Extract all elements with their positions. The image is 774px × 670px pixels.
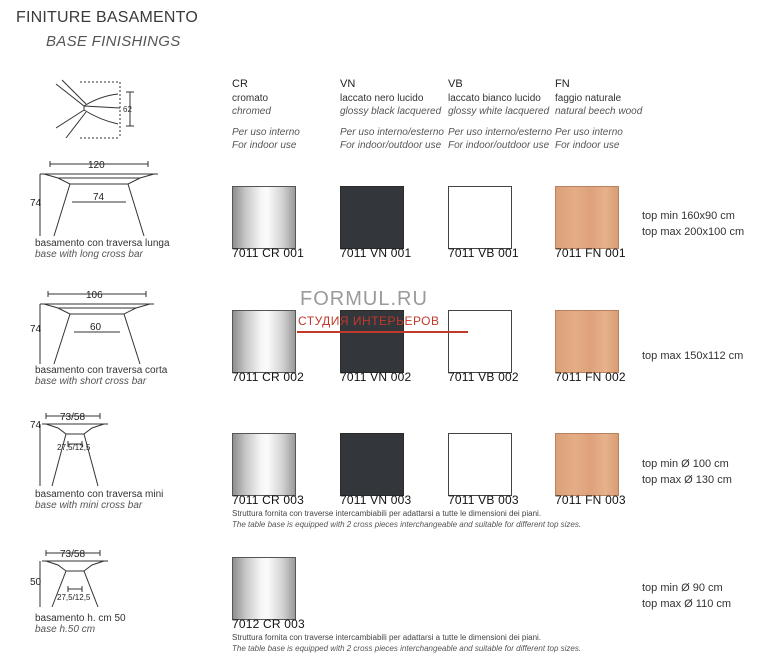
product-code: 7011 CR 001 — [232, 246, 305, 260]
caption-it: basamento con traversa mini — [35, 489, 164, 500]
dim-inner: 74 — [93, 192, 105, 203]
caption-it: basamento h. cm 50 — [35, 613, 126, 624]
interchangeable-note — [232, 509, 581, 529]
product-code: 7011 VN 001 — [340, 246, 412, 260]
caption-en: base with mini cross bar — [35, 500, 143, 511]
watermark-underline — [297, 331, 468, 333]
caption-en: base h.50 cm — [35, 624, 96, 635]
swatch-natural-beech — [555, 310, 619, 373]
plan-dim-label: 62 — [123, 105, 132, 114]
dim-width: 73/58 — [60, 549, 86, 560]
product-code: 7011 CR 003 — [232, 493, 305, 507]
row-caption-mini — [35, 489, 163, 511]
finish-code: VN — [340, 78, 356, 90]
finish-use-it: Per uso interno — [555, 127, 623, 138]
product-code: 7012 CR 003 — [232, 617, 305, 631]
product-code: 7011 FN 002 — [555, 370, 626, 384]
dim-height: 50 — [30, 577, 42, 588]
finish-code: FN — [555, 78, 570, 90]
finish-code: VB — [448, 78, 463, 90]
base-plan-view-drawing — [48, 78, 138, 142]
note-it: Struttura fornita con traverse intercambiabili per adattarsi a tutte le dimensioni dei piani. — [232, 633, 542, 642]
swatch-glossy-white — [448, 310, 512, 373]
product-code: 7011 VN 002 — [340, 370, 412, 384]
note-it: Struttura fornita con traverse intercambiabili per adattarsi a tutte le dimensioni dei piani. — [232, 509, 542, 518]
top-size-info — [642, 580, 731, 612]
finish-use-it: Per uso interno/esterno — [340, 127, 444, 138]
top-size-min: top min Ø 100 cm — [642, 458, 729, 470]
swatch-chrome — [232, 433, 296, 496]
product-code: 7011 FN 003 — [555, 493, 626, 507]
note-en: The table base is equipped with 2 cross pieces interchangeable and suitable for different top sizes. — [232, 644, 582, 653]
row-caption-short — [35, 365, 167, 387]
finish-header-vb — [448, 78, 552, 151]
finish-name-it: laccato bianco lucido — [448, 93, 541, 104]
top-size-max: top max Ø 130 cm — [642, 474, 732, 486]
dim-width: 106 — [86, 290, 103, 301]
caption-it: basamento con traversa lunga — [35, 238, 170, 249]
top-size-max: top max Ø 110 cm — [642, 598, 732, 610]
page-title: FINITURE BASAMENTO — [16, 9, 198, 26]
product-code: 7011 VB 001 — [448, 246, 519, 260]
finish-use-en: For indoor/outdoor use — [448, 140, 550, 151]
finish-name-en: glossy black lacquered — [340, 106, 442, 117]
swatch-chrome — [232, 310, 296, 373]
dim-height: 74 — [30, 198, 42, 209]
dim-inner: 60 — [90, 322, 102, 333]
finish-name-it: cromato — [232, 93, 269, 104]
caption-it: basamento con traversa corta — [35, 365, 168, 376]
product-code: 7011 VN 003 — [340, 493, 412, 507]
page-subtitle: BASE FINISHINGS — [46, 33, 181, 50]
finish-header-vn — [340, 78, 444, 151]
finish-name-en: glossy white lacquered — [448, 106, 550, 117]
swatch-chrome — [232, 557, 296, 620]
caption-en: base with short cross bar — [35, 376, 147, 387]
watermark-title: FORMUL.RU — [300, 288, 428, 310]
swatch-glossy-white — [448, 433, 512, 496]
finish-name-en: chromed — [232, 106, 271, 117]
base-drawing-long — [30, 154, 170, 240]
finish-use-en: For indoor use — [232, 140, 297, 151]
dim-width: 73/58 — [60, 412, 86, 423]
top-size-min: top min 160x90 cm — [642, 210, 735, 222]
row-caption-long — [35, 238, 170, 260]
top-size-info — [642, 456, 732, 488]
finish-use-en: For indoor/outdoor use — [340, 140, 442, 151]
finish-name-it: laccato nero lucido — [340, 93, 424, 104]
dim-height: 74 — [30, 420, 42, 431]
top-size-info — [642, 348, 743, 364]
finish-use-it: Per uso interno/esterno — [448, 127, 552, 138]
finish-header-cr — [232, 78, 300, 151]
product-code: 7011 VB 003 — [448, 493, 519, 507]
finish-name-it: faggio naturale — [555, 93, 622, 104]
finish-code: CR — [232, 78, 248, 90]
base-drawing-mini — [30, 408, 140, 490]
swatch-glossy-black — [340, 433, 404, 496]
dim-width: 120 — [88, 160, 105, 171]
row-caption-h50 — [35, 613, 126, 635]
top-size-min: top min Ø 90 cm — [642, 582, 723, 594]
top-size-max: top max 200x100 cm — [642, 226, 745, 238]
finish-use-it: Per uso interno — [232, 127, 300, 138]
swatch-glossy-white — [448, 186, 512, 249]
caption-en: base with long cross bar — [35, 249, 143, 260]
interchangeable-note — [232, 633, 581, 653]
swatch-natural-beech — [555, 433, 619, 496]
dim-height: 74 — [30, 324, 42, 335]
top-size-max: top max 150x112 cm — [642, 350, 744, 362]
product-code: 7011 FN 001 — [555, 246, 626, 260]
dim-inner: 27,5/12,5 — [57, 593, 91, 602]
top-size-info — [642, 208, 744, 240]
swatch-natural-beech — [555, 186, 619, 249]
product-code: 7011 CR 002 — [232, 370, 305, 384]
watermark-subtitle: СТУДИЯ ИНТЕРЬЕРОВ — [298, 314, 440, 328]
base-drawing-h50 — [30, 545, 140, 615]
dim-inner: 27,5/12,5 — [57, 443, 91, 452]
swatch-glossy-black — [340, 186, 404, 249]
finish-name-en: natural beech wood — [555, 106, 643, 117]
finish-use-en: For indoor use — [555, 140, 620, 151]
note-en: The table base is equipped with 2 cross pieces interchangeable and suitable for different top sizes. — [232, 520, 582, 529]
product-code: 7011 VB 002 — [448, 370, 519, 384]
finish-header-fn — [555, 78, 642, 151]
swatch-chrome — [232, 186, 296, 249]
base-drawing-short — [30, 286, 170, 366]
